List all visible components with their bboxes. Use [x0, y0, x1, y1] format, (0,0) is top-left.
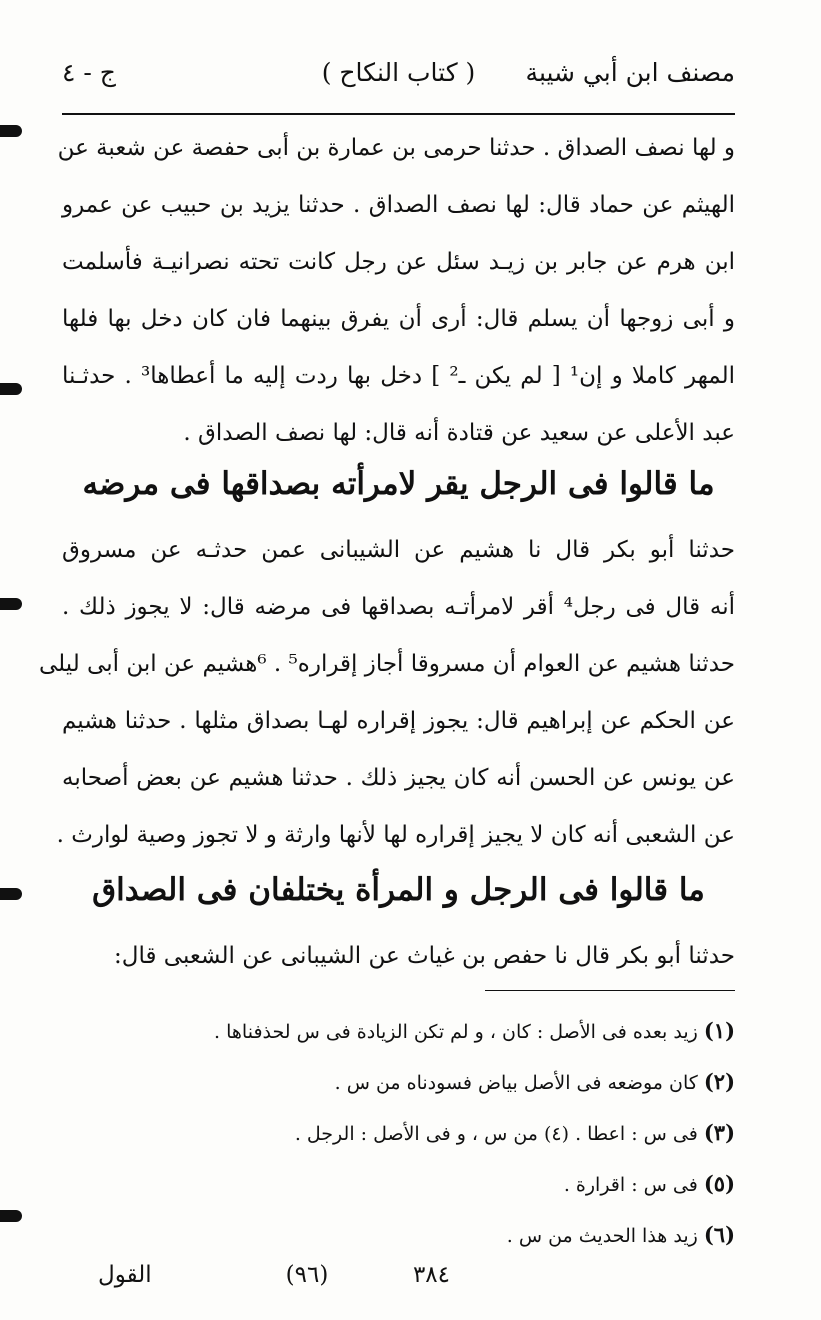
text-line: أنه قال فى رجل⁴ أقر لامرأتـه بصداقها فى مرضه قال: لا يجوز ذلك .: [62, 594, 735, 620]
passage-2: [39, 522, 735, 864]
passage-1: [57, 120, 736, 462]
chapter-title: ( كتاب النكاح ): [321, 58, 476, 87]
footnote: (٦) زيد هذا الحديث من س .: [506, 1222, 735, 1247]
running-header: [62, 58, 735, 98]
catchword: القول: [98, 1262, 152, 1288]
footnotes: [62, 1005, 735, 1260]
section-heading: ما قالوا فى الرجل يقر لامرأته بصداقها فى مرضه: [82, 466, 715, 502]
footnote: (٢) كان موضعه فى الأصل بياض فسودناه من س .: [334, 1069, 735, 1094]
page-footer: [62, 1262, 735, 1298]
volume-label: ج - ٤: [62, 58, 116, 87]
passage-3: [62, 928, 735, 985]
text-line: عن الشعبى أنه كان لا يجيز إقراره لها لأنها وارثة و لا تجوز وصية لوارث .: [56, 822, 735, 848]
text-line: و أبى زوجها أن يسلم قال: أرى أن يفرق بينهما فان كان دخل بها فلها: [62, 306, 735, 332]
footnote: (١) زيد بعده فى الأصل : كان ، و لم تكن الزيادة فى س لحذفناها .: [214, 1018, 735, 1043]
text-line: المهر كاملا و إن¹ [ لم يكن ـ² ] دخل بها ردت إليه ما أعطاها³ . حدثـنا: [62, 363, 736, 389]
text-line: ابن هرم عن جابر بن زيـد سئل عن رجل كانت تحته نصرانيـة فأسلمت: [62, 249, 735, 275]
text-line: حدثنا أبو بكر قال نا هشيم عن الشيبانى عمن حدثـه عن مسروق: [62, 537, 735, 563]
text-line: عن يونس عن الحسن أنه كان يجيز ذلك . حدثنا هشيم عن بعض أصحابه: [62, 765, 735, 791]
footnote-rule: [485, 990, 735, 991]
binding-mark: [0, 888, 22, 900]
binding-mark: [0, 383, 22, 395]
text-line: حدثنا هشيم عن العوام أن مسروقا أجاز إقراره⁵ . ⁶هشيم عن ابن أبى ليلى: [39, 651, 735, 677]
binding-mark: [0, 598, 22, 610]
footnote: (٣) فى س : اعطا . (٤) من س ، و فى الأصل : الرجل .: [294, 1120, 735, 1145]
text-line: عن الحكم عن إبراهيم قال: يجوز إقراره لهـا بصداق مثلها . حدثنا هشيم: [62, 708, 735, 734]
text-line: و لها نصف الصداق . حدثنا حرمى بن عمارة بن أبى حفصة عن شعبة عن: [57, 135, 735, 161]
footnote: (٥) فى س : اقرارة .: [563, 1171, 735, 1196]
binding-mark: [0, 1210, 22, 1222]
header-rule: [62, 113, 735, 115]
binding-mark: [0, 125, 22, 137]
section-heading: ما قالوا فى الرجل و المرأة يختلفان فى الصداق: [92, 872, 705, 908]
text-line: الهيثم عن حماد قال: لها نصف الصداق . حدثنا يزيد بن حبيب عن عمرو: [62, 192, 735, 218]
text-line: حدثنا أبو بكر قال نا حفص بن غياث عن الشيبانى عن الشعبى قال:: [114, 943, 735, 969]
section-number: (٩٦): [285, 1262, 329, 1288]
text-line: عبد الأعلى عن سعيد عن قتادة أنه قال: لها نصف الصداق .: [183, 420, 735, 446]
page-number: ٣٨٤: [412, 1262, 450, 1288]
book-title: مصنف ابن أبي شيبة: [525, 58, 735, 87]
